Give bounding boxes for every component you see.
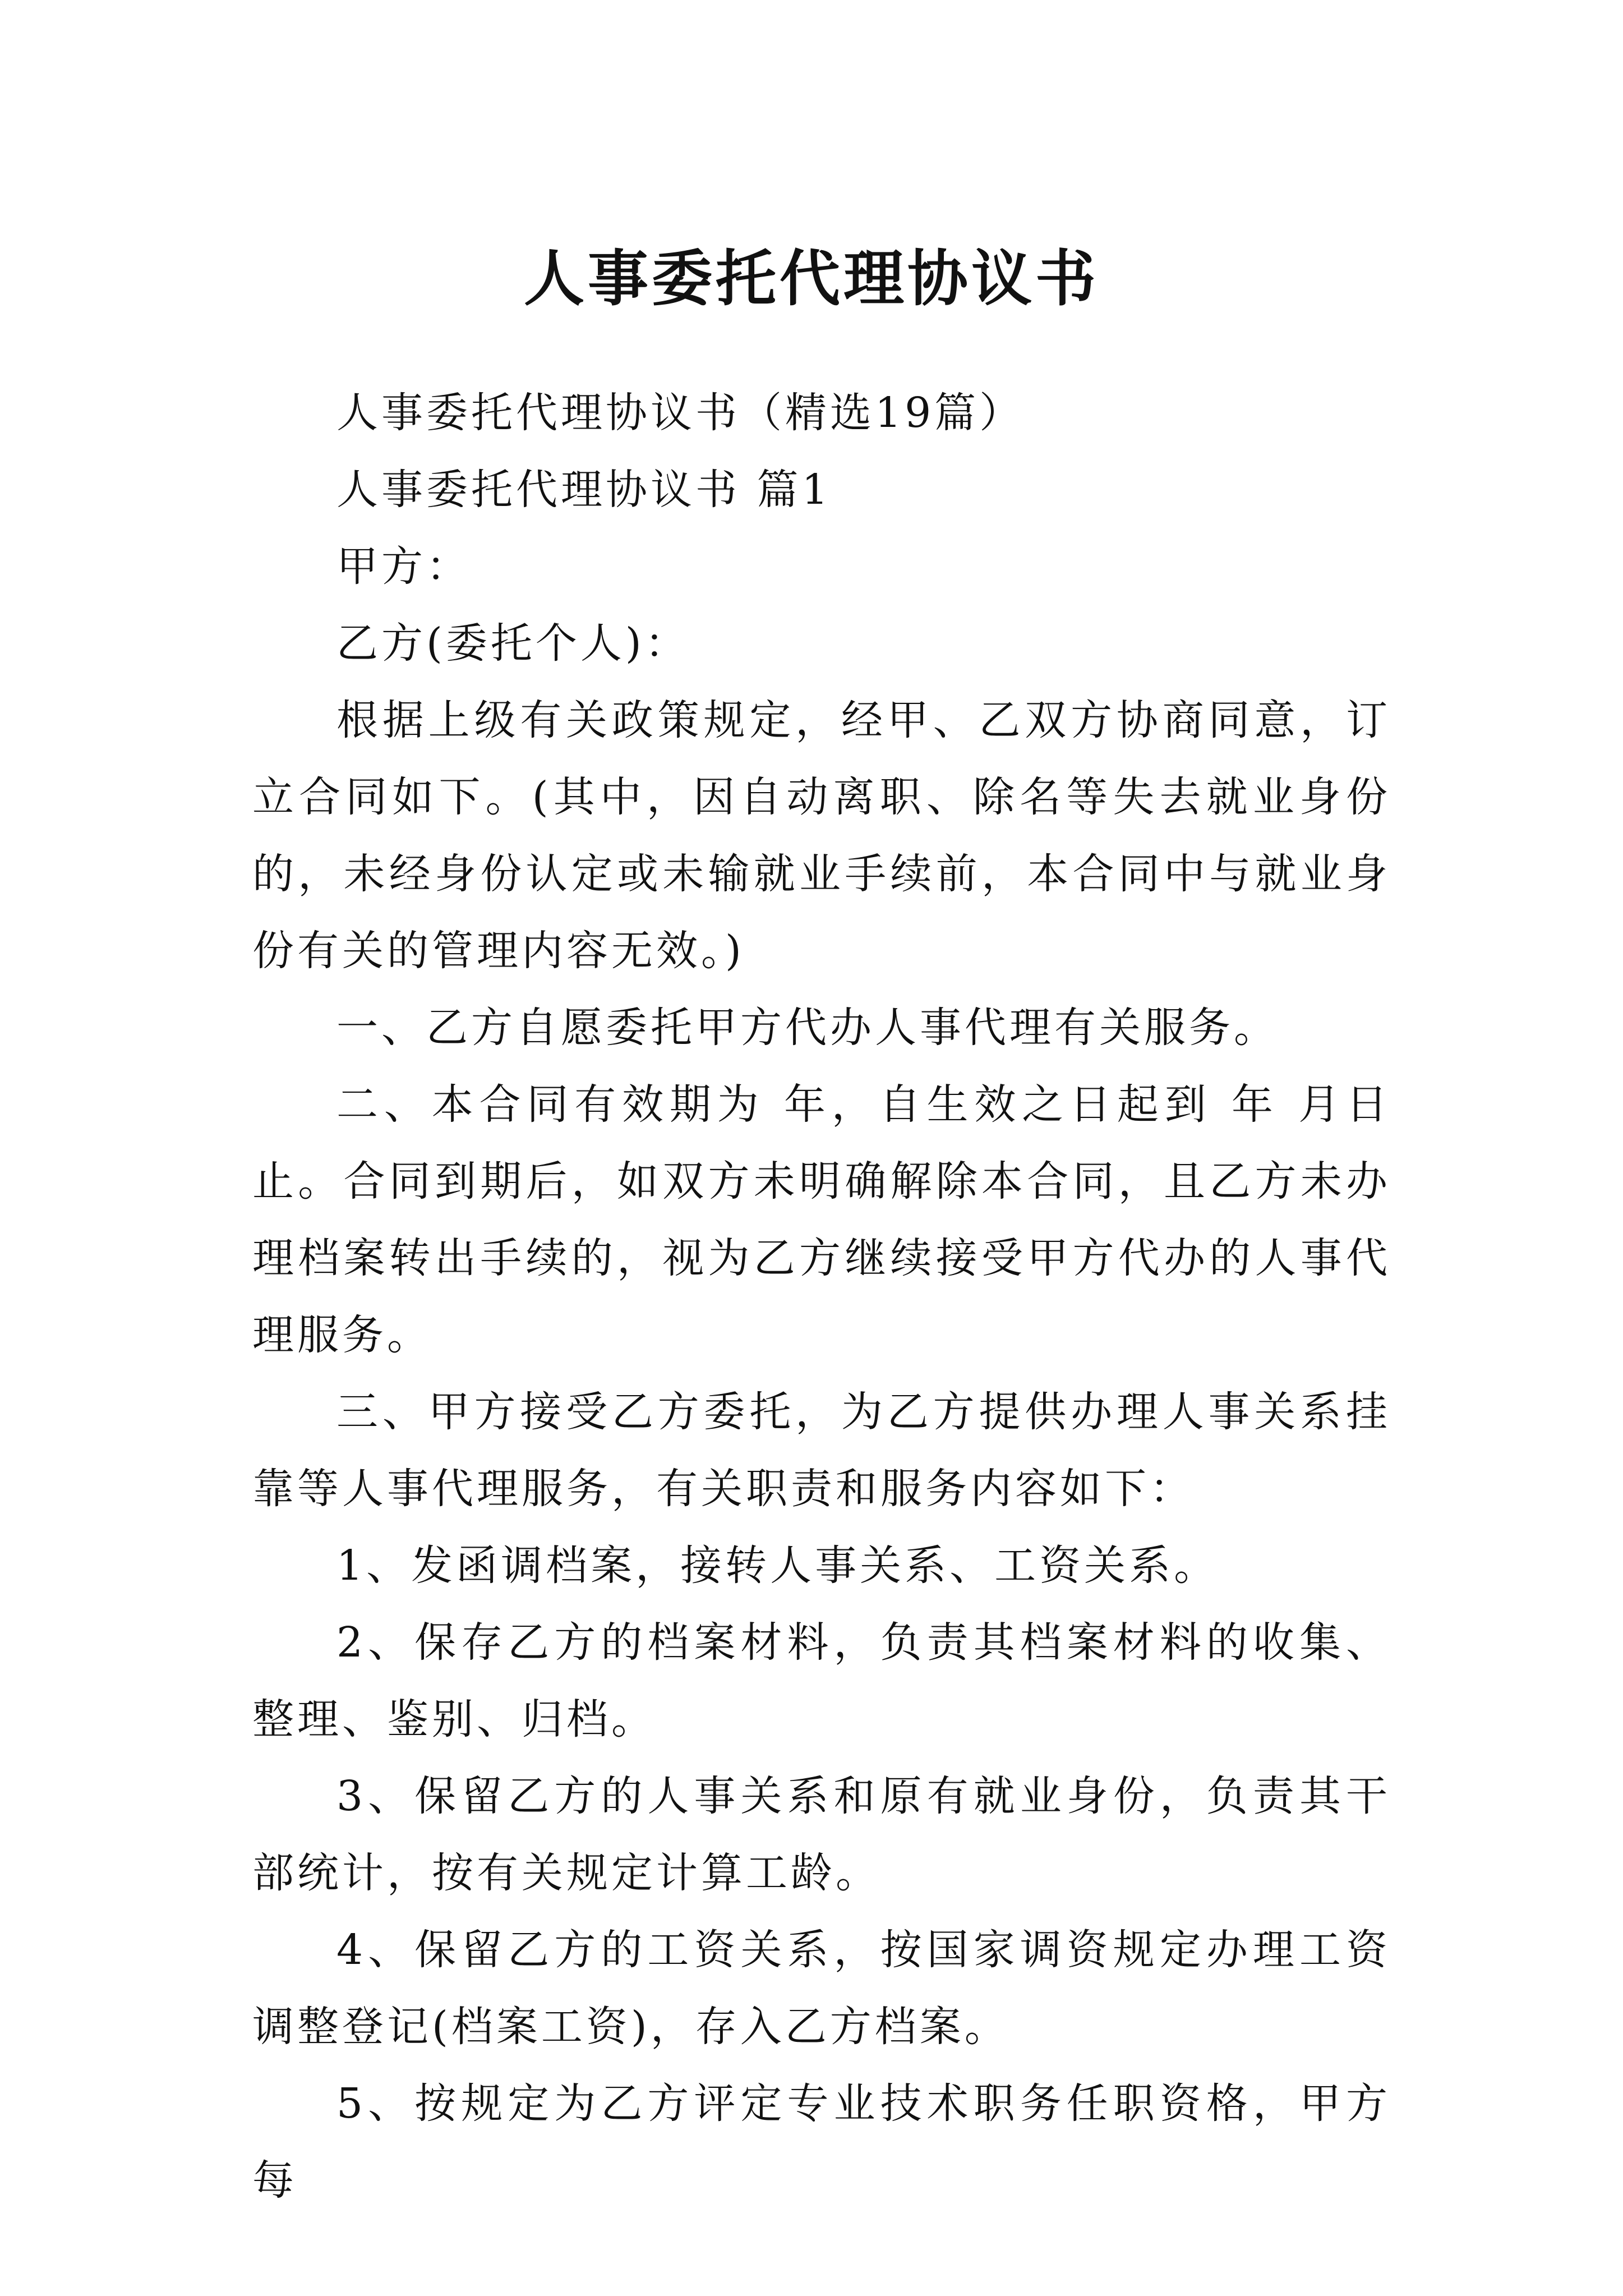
paragraph-item-2: 2、保存乙方的档案材料，负责其档案材料的收集、整理、鉴别、归档。 — [252, 1618, 1391, 1743]
paragraph-party-a: 甲方： — [336, 542, 471, 591]
paragraph-section-heading: 人事委托代理协议书 篇1 — [336, 466, 832, 514]
document-body — [252, 375, 1391, 2219]
paragraph-preamble: 根据上级有关政策规定，经甲、乙双方协商同意，订立合同如下。(其中，因自动离职、除名等失去就业身份的，未经身份认定或未输就业手续前，本合同中与就业身份有关的管理内容无效。) — [252, 696, 1391, 975]
paragraph-item-1: 1、发函调档案，接转人事关系、工资关系。 — [336, 1542, 1219, 1590]
paragraph-item-4: 4、保留乙方的工资关系，按国家调资规定办理工资调整登记(档案工资)，存入乙方档案。 — [252, 1926, 1391, 2051]
paragraph-clause-1: 一、乙方自愿委托甲方代办人事代理有关服务。 — [336, 1004, 1279, 1052]
paragraph-clause-3: 三、甲方接受乙方委托，为乙方提供办理人事关系挂靠等人事代理服务，有关职责和服务内容如下： — [252, 1388, 1391, 1513]
paragraph-clause-2: 二、本合同有效期为 年，自生效之日起到 年 月日止。合同到期后，如双方未明确解除本合同，且乙方未办理档案转出手续的，视为乙方继续接受甲方代办的人事代理服务。 — [252, 1080, 1391, 1359]
document-title: 人事委托代理协议书 — [523, 243, 1099, 315]
paragraph-party-b: 乙方(委托个人)： — [336, 619, 690, 668]
paragraph-item-3: 3、保留乙方的人事关系和原有就业身份，负责其干部统计，按有关规定计算工龄。 — [252, 1772, 1391, 1897]
paragraph-subtitle: 人事委托代理协议书（精选19篇） — [336, 389, 1025, 437]
paragraph-item-5: 5、按规定为乙方评定专业技术职务任职资格，甲方每 — [252, 2079, 1391, 2205]
